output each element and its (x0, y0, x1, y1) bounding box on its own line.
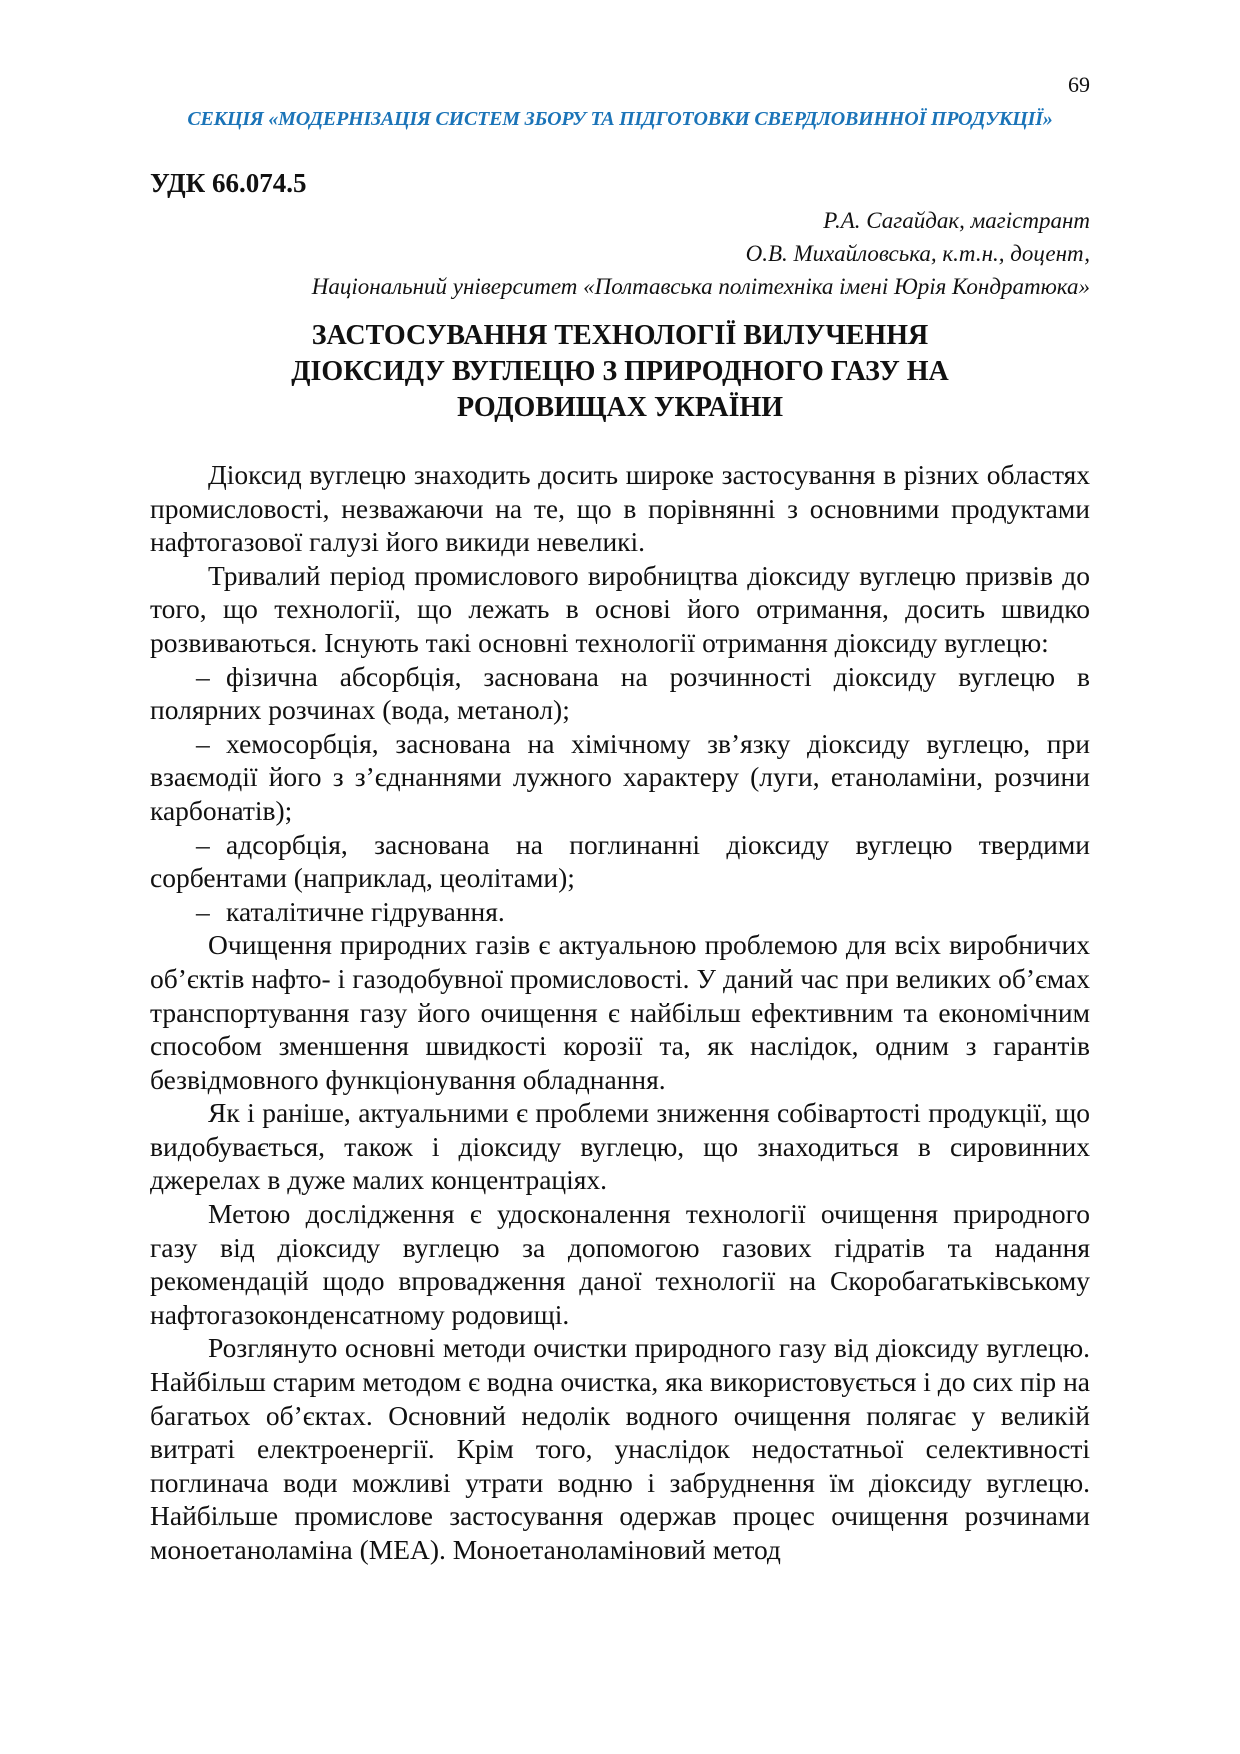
title-line-2: ДІОКСИДУ ВУГЛЕЦЮ З ПРИРОДНОГО ГАЗУ НА (291, 356, 949, 387)
list-item (150, 895, 1090, 929)
list-item-text: фізична абсорбція, заснована на розчинності діоксиду вуглецю в полярних розчинах (вода, метанол); (150, 660, 1090, 726)
paragraph: Діоксид вуглецю знаходить досить широке застосування в різних областях промисловості, незважаючи на те, що в порівнянні з основними продуктами нафтогазової галузі його викиди невеликі. (150, 459, 1090, 558)
authors-block (150, 204, 1090, 303)
list-item (150, 727, 1090, 828)
udc-code: УДК 66.074.5 (150, 168, 307, 198)
list-dash: – (196, 660, 210, 692)
author-2: О.В. Михайловська, к.т.н., доцент, (745, 241, 1090, 266)
article-body (150, 458, 1090, 1567)
paragraph: Тривалий період промислового виробництва діоксиду вуглецю призвів до того, що технології, що лежать в основі його отримання, досить швидко розвиваються. Існують такі основні технології отримання діоксиду вуглецю: (150, 559, 1090, 658)
list-dash: – (196, 828, 210, 860)
paragraph: Метою дослідження є удосконалення технології очищення природного газу від діоксиду вуглецю за допомогою газових гідратів та надання рекомендацій щодо впровадження даної технології на Скоробагатьківському нафтогазоконденсатному родовищі. (150, 1198, 1090, 1330)
article-title (150, 318, 1090, 426)
list-dash: – (196, 895, 210, 927)
paragraph: Очищення природних газів є актуальною проблемою для всіх виробничих об’єктів нафто- і газодобувної промисловості. У даний час при великих об’ємах транспортування газу його очищення є найбільш ефективним та економічним способом зменшення швидкості корозії та, як наслідок, одним з гарантів безвідмовного функціонування обладнання. (150, 929, 1090, 1095)
title-line-3: РОДОВИЩАХ УКРАЇНИ (456, 392, 784, 423)
paragraph: Як і раніше, актуальними є проблеми зниження собівартості продукції, що видобувається, також і діоксиду вуглецю, що знаходиться в сировинних джерелах в дуже малих концентраціях. (150, 1097, 1090, 1196)
list-item (150, 660, 1090, 727)
page-number: 69 (1068, 72, 1090, 97)
affiliation: Національний університет «Полтавська політехніка імені Юрія Кондратюка» (311, 274, 1090, 299)
list-dash: – (196, 727, 210, 759)
section-header: СЕКЦІЯ «МОДЕРНІЗАЦІЯ СИСТЕМ ЗБОРУ ТА ПІДГОТОВКИ СВЕРДЛОВИННОЇ ПРОДУКЦІЇ» (187, 108, 1053, 130)
paragraph: Розглянуто основні методи очистки природного газу від діоксиду вуглецю. Найбільш старим методом є водна очистка, яка використовується і до сих пір на багатьох об’єктах. Основний недолік водного очищення полягає у великій витраті електроенергії. Крім того, унаслідок недостатньої селективності поглинача води можливі утрати водню і забруднення їм діоксиду вуглецю. Найбільше промислове застосування одержав процес очищення розчинами моноетаноламіна (МЕА). Моноетаноламіновий метод (150, 1332, 1090, 1565)
author-1: Р.А. Сагайдак, магістрант (823, 208, 1090, 233)
list-item-text: адсорбція, заснована на поглинанні діоксиду вуглецю твердими сорбентами (наприклад, цеолітами); (150, 828, 1090, 894)
list-item-text: каталітичне гідрування. (226, 895, 505, 927)
list-item-text: хемосорбція, заснована на хімічному зв’язку діоксиду вуглецю, при взаємодії його з з’єднаннями лужного характеру (луги, етаноламіни, розчини карбонатів); (150, 727, 1090, 826)
title-line-1: ЗАСТОСУВАННЯ ТЕХНОЛОГІЇ ВИЛУЧЕННЯ (311, 320, 929, 351)
list-item (150, 828, 1090, 895)
